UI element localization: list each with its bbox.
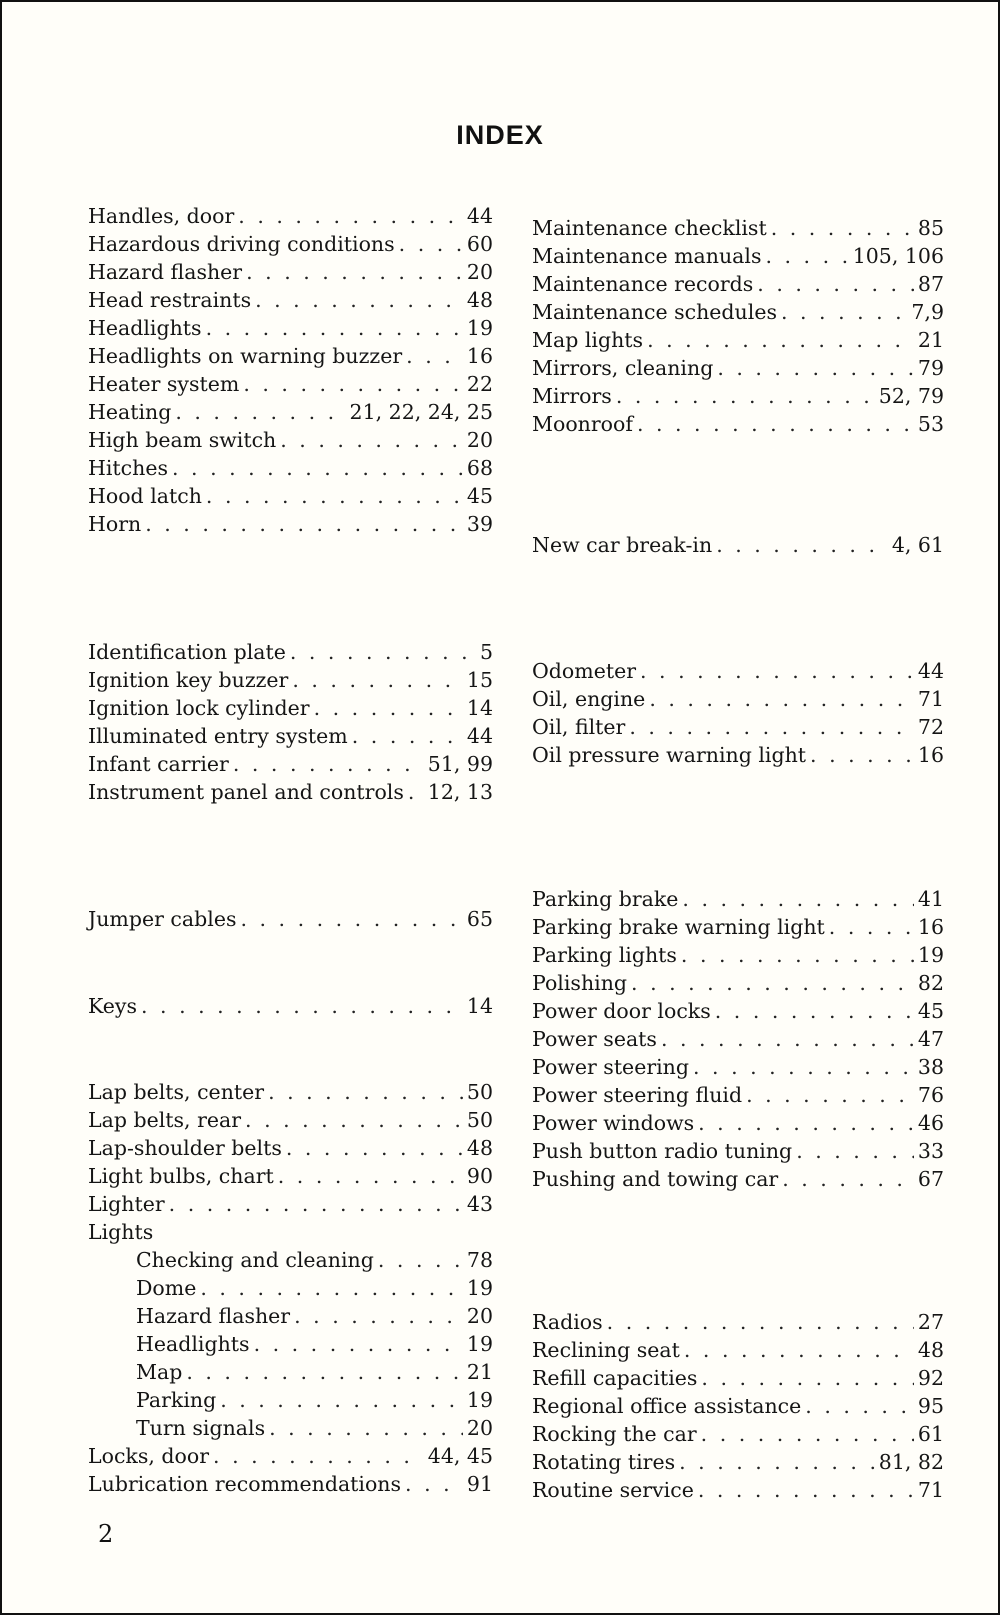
entry-pages: 19 — [466, 1332, 493, 1356]
index-entry — [88, 370, 493, 398]
entry-label: Oil pressure warning light — [532, 743, 807, 767]
entry-pages: 92 — [917, 1366, 944, 1390]
entry-label: Power steering — [532, 1055, 690, 1079]
entry-label: Horn — [88, 512, 142, 536]
index-entry — [532, 1420, 944, 1448]
entry-pages: 95 — [917, 1394, 944, 1418]
entry-pages: 82 — [917, 971, 944, 995]
dot-leader — [186, 1358, 463, 1386]
entry-label: Parking lights — [532, 943, 677, 967]
entry-pages: 45 — [466, 484, 493, 508]
entry-pages: 16 — [917, 743, 944, 767]
entry-label: Rocking the car — [532, 1422, 697, 1446]
index-entry — [88, 750, 493, 778]
index-entry — [88, 638, 493, 666]
entry-label: Rotating tires — [532, 1450, 676, 1474]
dot-leader — [781, 298, 907, 326]
entry-pages: 68 — [466, 456, 493, 480]
entry-pages: 61 — [917, 1422, 944, 1446]
entry-pages: 48 — [466, 1136, 493, 1160]
dot-leader — [246, 258, 463, 286]
index-entry — [532, 354, 944, 382]
entry-pages: 22 — [466, 372, 493, 396]
index-entry — [88, 778, 493, 806]
dot-leader — [213, 1442, 424, 1470]
entry-pages: 45 — [917, 999, 944, 1023]
index-subentry — [88, 1274, 493, 1302]
dot-leader — [314, 694, 463, 722]
entry-label: Identification plate — [88, 640, 286, 664]
index-entry — [88, 1078, 493, 1106]
entry-pages: 5 — [479, 640, 493, 664]
entry-pages: 71 — [917, 1478, 944, 1502]
entry-label: Illuminated entry system — [88, 724, 348, 748]
dot-leader — [172, 454, 463, 482]
entry-label: Checking and cleaning — [136, 1248, 374, 1272]
index-group-p — [532, 885, 944, 1193]
entry-label: Lap-shoulder belts — [88, 1136, 282, 1160]
entry-pages: 91 — [466, 1472, 493, 1496]
entry-pages: 44 — [466, 724, 493, 748]
entry-pages: 19 — [466, 316, 493, 340]
dot-leader — [647, 326, 914, 354]
entry-label: Dome — [136, 1276, 197, 1300]
index-entry — [88, 286, 493, 314]
entry-pages: 90 — [466, 1164, 493, 1188]
dot-leader — [616, 382, 875, 410]
dot-leader — [408, 778, 424, 806]
index-entry — [532, 1336, 944, 1364]
entry-label: Hood latch — [88, 484, 202, 508]
index-entry — [88, 1470, 493, 1498]
entry-label: Headlights — [88, 316, 202, 340]
entry-pages: 50 — [466, 1108, 493, 1132]
entry-pages: 14 — [466, 994, 493, 1018]
entry-pages: 44 — [466, 204, 493, 228]
entry-label: Handles, door — [88, 204, 235, 228]
entry-label: Pushing and towing car — [532, 1167, 779, 1191]
entry-pages: 27 — [917, 1310, 944, 1334]
entry-pages: 21 — [917, 328, 944, 352]
dot-leader — [757, 270, 914, 298]
index-entry — [88, 202, 493, 230]
entry-label: Radios — [532, 1310, 603, 1334]
entry-label: Heater system — [88, 372, 240, 396]
entry-label: Power steering fluid — [532, 1083, 743, 1107]
entry-pages: 20 — [466, 1416, 493, 1440]
index-subentry — [88, 1302, 493, 1330]
dot-leader — [796, 1137, 914, 1165]
entry-label: Regional office assistance — [532, 1394, 802, 1418]
index-entry — [88, 666, 493, 694]
index-group-o — [532, 657, 944, 769]
entry-pages: 60 — [466, 232, 493, 256]
page-number: 2 — [98, 1520, 114, 1548]
entry-label: Maintenance records — [532, 272, 754, 296]
index-entry — [532, 941, 944, 969]
entry-pages: 51, 99 — [427, 752, 493, 776]
dot-leader — [805, 1392, 914, 1420]
entry-pages: 19 — [917, 943, 944, 967]
dot-leader — [405, 1470, 463, 1498]
entry-label: Maintenance manuals — [532, 244, 762, 268]
dot-leader — [406, 342, 463, 370]
entry-label: Mirrors, cleaning — [532, 356, 714, 380]
entry-pages: 50 — [466, 1080, 493, 1104]
entry-label: Lubrication recommendations — [88, 1472, 402, 1496]
index-entry — [532, 1109, 944, 1137]
index-entry — [88, 1106, 493, 1134]
entry-label: Map — [136, 1360, 183, 1384]
entry-label: Headlights on warning buzzer — [88, 344, 403, 368]
dot-leader — [693, 1053, 914, 1081]
entry-label: Maintenance checklist — [532, 216, 767, 240]
dot-leader — [254, 1330, 463, 1358]
dot-leader — [681, 941, 914, 969]
entry-pages: 15 — [466, 668, 493, 692]
dot-leader — [629, 713, 914, 741]
dot-leader — [684, 1336, 914, 1364]
dot-leader — [233, 750, 424, 778]
index-entry — [532, 713, 944, 741]
entry-label: New car break-in — [532, 533, 713, 557]
dot-leader — [255, 286, 463, 314]
dot-leader — [278, 1162, 463, 1190]
index-subentry — [88, 1358, 493, 1386]
entry-label: Lap belts, center — [88, 1080, 265, 1104]
dot-leader — [637, 410, 914, 438]
dot-leader — [829, 913, 914, 941]
entry-label: Infant carrier — [88, 752, 229, 776]
entry-pages: 79 — [917, 356, 944, 380]
dot-leader — [607, 1308, 914, 1336]
entry-pages: 38 — [917, 1055, 944, 1079]
entry-pages: 41 — [917, 887, 944, 911]
entry-label: Hazardous driving conditions — [88, 232, 395, 256]
entry-label: Ignition key buzzer — [88, 668, 289, 692]
entry-pages: 12, 13 — [427, 780, 493, 804]
dot-leader — [169, 1190, 463, 1218]
entry-label: Oil, engine — [532, 687, 646, 711]
index-group-l — [88, 1078, 493, 1498]
dot-leader — [200, 1274, 463, 1302]
index-subentry — [88, 1414, 493, 1442]
index-entry — [532, 1364, 944, 1392]
entry-pages: 39 — [466, 512, 493, 536]
index-entry — [532, 1025, 944, 1053]
index-entry — [88, 342, 493, 370]
entry-pages: 48 — [917, 1338, 944, 1362]
entry-pages: 46 — [917, 1111, 944, 1135]
index-entry — [532, 270, 944, 298]
dot-leader — [701, 1364, 914, 1392]
page-title: INDEX — [456, 120, 544, 150]
entry-label: Keys — [88, 994, 137, 1018]
entry-label: Hazard flasher — [88, 260, 243, 284]
entry-label: Refill capacities — [532, 1366, 698, 1390]
entry-pages: 20 — [466, 428, 493, 452]
dot-leader — [145, 510, 463, 538]
dot-leader — [679, 1448, 875, 1476]
index-entry — [88, 426, 493, 454]
index-entry — [88, 482, 493, 510]
entry-pages: 85 — [917, 216, 944, 240]
entry-pages: 16 — [917, 915, 944, 939]
index-entry — [532, 1308, 944, 1336]
dot-leader — [640, 657, 914, 685]
entry-pages: 20 — [466, 260, 493, 284]
index-entry — [88, 905, 493, 933]
dot-leader — [269, 1414, 463, 1442]
dot-leader — [717, 354, 914, 382]
index-group-r — [532, 1308, 944, 1504]
dot-leader — [294, 1302, 463, 1330]
entry-pages: 21 — [466, 1360, 493, 1384]
entry-label: Parking — [136, 1388, 217, 1412]
dot-leader — [206, 482, 463, 510]
index-entry — [88, 258, 493, 286]
index-entry — [532, 1053, 944, 1081]
index-entry — [532, 741, 944, 769]
entry-label: High beam switch — [88, 428, 277, 452]
dot-leader — [286, 1134, 463, 1162]
entry-label: Map lights — [532, 328, 644, 352]
entry-pages: 71 — [917, 687, 944, 711]
entry-pages: 52, 79 — [878, 384, 944, 408]
dot-leader — [715, 997, 914, 1025]
entry-pages: 87 — [917, 272, 944, 296]
dot-leader — [238, 202, 463, 230]
index-entry — [532, 1165, 944, 1193]
index-group-h — [88, 202, 493, 538]
dot-leader — [698, 1109, 914, 1137]
dot-leader — [649, 685, 914, 713]
dot-leader — [701, 1420, 914, 1448]
dot-leader — [682, 885, 913, 913]
dot-leader — [698, 1476, 914, 1504]
entry-label: Lighter — [88, 1192, 165, 1216]
entry-label: Hitches — [88, 456, 169, 480]
index-entry — [532, 885, 944, 913]
entry-pages: 44, 45 — [427, 1444, 493, 1468]
index-entry — [88, 1442, 493, 1470]
entry-pages: 78 — [466, 1248, 493, 1272]
index-entry — [88, 1190, 493, 1218]
index-subentry — [88, 1386, 493, 1414]
dot-leader — [141, 992, 463, 1020]
entry-label: Moonroof — [532, 412, 633, 436]
entry-label: Polishing — [532, 971, 628, 995]
entry-label: Instrument panel and controls — [88, 780, 404, 804]
dot-leader — [290, 638, 476, 666]
index-entry — [532, 531, 944, 559]
index-entry — [88, 992, 493, 1020]
index-entry — [532, 913, 944, 941]
index-entry — [532, 242, 944, 270]
entry-label: Mirrors — [532, 384, 612, 408]
dot-leader — [631, 969, 914, 997]
index-group-m — [532, 214, 944, 438]
dot-leader — [378, 1246, 463, 1274]
index-entry — [532, 214, 944, 242]
entry-label: Oil, filter — [532, 715, 626, 739]
entry-pages: 4, 61 — [891, 533, 944, 557]
index-entry — [88, 230, 493, 258]
entry-label: Parking brake — [532, 887, 679, 911]
entry-label: Heating — [88, 400, 172, 424]
index-entry — [532, 657, 944, 685]
index-group-j — [88, 905, 493, 933]
entry-label: Hazard flasher — [136, 1304, 291, 1328]
index-group-i — [88, 638, 493, 806]
entry-pages: 20 — [466, 1304, 493, 1328]
index-entry — [88, 398, 493, 426]
entry-label: Power seats — [532, 1027, 657, 1051]
entry-pages: 14 — [466, 696, 493, 720]
entry-pages: 67 — [917, 1167, 944, 1191]
entry-label: Lap belts, rear — [88, 1108, 242, 1132]
entry-pages: 72 — [917, 715, 944, 739]
entry-label: Turn signals — [136, 1416, 266, 1440]
entry-label: Jumper cables — [88, 907, 237, 931]
index-entry — [532, 1392, 944, 1420]
index-entry — [532, 1448, 944, 1476]
dot-leader — [810, 741, 914, 769]
index-entry — [532, 1137, 944, 1165]
dot-leader — [280, 426, 463, 454]
dot-leader — [268, 1078, 463, 1106]
entry-pages: 19 — [466, 1276, 493, 1300]
dot-leader — [292, 666, 463, 694]
dot-leader — [782, 1165, 914, 1193]
index-entry — [88, 510, 493, 538]
entry-label: Light bulbs, chart — [88, 1164, 274, 1188]
entry-pages: 105, 106 — [852, 244, 944, 268]
dot-leader — [243, 370, 463, 398]
entry-label: Parking brake warning light — [532, 915, 825, 939]
entry-label: Odometer — [532, 659, 637, 683]
entry-label: Locks, door — [88, 1444, 210, 1468]
entry-pages: 16 — [466, 344, 493, 368]
index-group-n — [532, 531, 944, 559]
entry-pages: 76 — [917, 1083, 944, 1107]
entry-pages: 47 — [917, 1027, 944, 1051]
entry-pages: 19 — [466, 1388, 493, 1412]
index-entry — [532, 997, 944, 1025]
index-entry — [532, 685, 944, 713]
entry-pages: 53 — [917, 412, 944, 436]
dot-leader — [175, 398, 345, 426]
index-entry — [532, 969, 944, 997]
dot-leader — [661, 1025, 914, 1053]
dot-leader — [220, 1386, 463, 1414]
entry-label: Power windows — [532, 1111, 695, 1135]
entry-label: Push button radio tuning — [532, 1139, 793, 1163]
entry-label: Power door locks — [532, 999, 711, 1023]
dot-leader — [245, 1106, 463, 1134]
index-entry — [88, 722, 493, 750]
index-subentry — [88, 1330, 493, 1358]
dot-leader — [716, 531, 888, 559]
index-entry — [532, 1476, 944, 1504]
entry-pages: 81, 82 — [878, 1450, 944, 1474]
entry-pages: 33 — [917, 1139, 944, 1163]
entry-label: Reclining seat — [532, 1338, 680, 1362]
index-entry — [532, 1081, 944, 1109]
entry-label: Maintenance schedules — [532, 300, 777, 324]
entry-pages: 44 — [917, 659, 944, 683]
index-entry — [88, 454, 493, 482]
entry-label: Routine service — [532, 1478, 694, 1502]
entry-pages: 65 — [466, 907, 493, 931]
dot-leader — [206, 314, 463, 342]
entry-pages: 48 — [466, 288, 493, 312]
index-entry — [532, 410, 944, 438]
index-entry — [88, 1162, 493, 1190]
entry-label: Head restraints — [88, 288, 252, 312]
index-entry — [88, 694, 493, 722]
entry-pages: 7,9 — [911, 300, 944, 324]
dot-leader — [352, 722, 463, 750]
index-subentry — [88, 1246, 493, 1274]
entry-label: Headlights — [136, 1332, 250, 1356]
index-entry — [532, 326, 944, 354]
dot-leader — [771, 214, 914, 242]
entry-label: Ignition lock cylinder — [88, 696, 310, 720]
entry-label: Lights — [88, 1220, 154, 1244]
index-group-k — [88, 992, 493, 1020]
index-entry — [88, 314, 493, 342]
entry-pages: 21, 22, 24, 25 — [349, 400, 493, 424]
dot-leader — [746, 1081, 914, 1109]
index-entry — [88, 1134, 493, 1162]
dot-leader — [399, 230, 463, 258]
index-entry — [532, 382, 944, 410]
dot-leader — [240, 905, 462, 933]
entry-pages: 43 — [466, 1192, 493, 1216]
dot-leader — [765, 242, 848, 270]
index-entry — [532, 298, 944, 326]
index-entry — [88, 1218, 493, 1246]
